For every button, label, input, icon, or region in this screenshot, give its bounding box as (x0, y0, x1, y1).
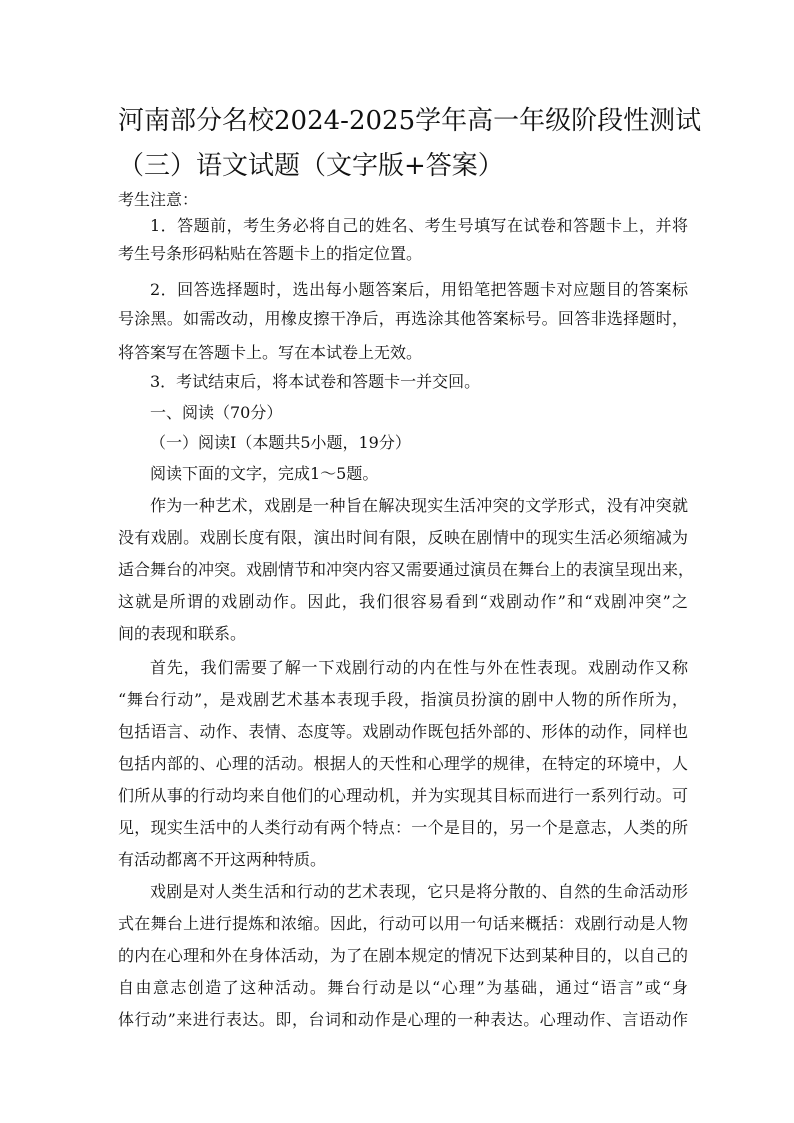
notice-item-2-line-3: 将答案写在答题卡上。写在本试卷上无效。 (118, 343, 423, 362)
notice-heading: 考生注意： (118, 190, 199, 209)
passage-line: 包括内部的、心理的活动。根据人的天性和心理学的规律，在特定的环境中，人 (118, 754, 688, 773)
passage-line: “舞台行动”，是戏剧艺术基本表现手段，指演员扮演的剧中人物的所作所为， (118, 690, 688, 709)
passage-line: 的内在心理和外在身体活动，为了在剧本规定的情况下达到某种目的，以自己的 (118, 946, 688, 965)
notice-item-2-line-2: 号涂黑。如需改动，用橡皮擦干净后，再选涂其他答案标号。回答非选择题时， (118, 309, 688, 328)
passage-line: 适合舞台的冲突。戏剧情节和冲突内容又需要通过演员在舞台上的表演呈现出来， (118, 560, 695, 579)
section-heading: 一、阅读（70分） (150, 403, 283, 422)
passage-line: 见，现实生活中的人类行动有两个特点：一个是目的，另一个是意志，人类的所 (118, 818, 688, 837)
notice-item-1-line-2: 考生号条形码粘贴在答题卡上的指定位置。 (118, 244, 423, 263)
passage-line: 这就是所谓的戏剧动作。因此，我们很容易看到“戏剧动作”和“戏剧冲突”之 (118, 592, 688, 611)
passage-line: 戏剧是对人类生活和行动的艺术表现，它只是将分散的、自然的生命活动形 (150, 882, 688, 901)
notice-item-1-line-1: 1．答题前，考生务必将自己的姓名、考生号填写在试卷和答题卡上，并将 (150, 216, 688, 235)
passage-line: 式在舞台上进行提炼和浓缩。因此，行动可以用一句话来概括：戏剧行动是人物 (118, 914, 688, 933)
document-title-line-2: （三）语文试题（文字版+答案） (118, 151, 504, 181)
section-sub-heading: （一）阅读Ⅰ（本题共5小题，19分） (150, 433, 411, 452)
passage-line: 包括语言、动作、表情、态度等。戏剧动作既包括外部的、形体的动作，同样也 (118, 722, 688, 741)
passage-line: 体行动”来进行表达。即，台词和动作是心理的一种表达。心理动作、言语动作 (118, 1010, 688, 1029)
passage-line: 没有戏剧。戏剧长度有限，演出时间有限，反映在剧情中的现实生活必须缩减为 (118, 528, 688, 547)
notice-item-2-line-1: 2．回答选择题时，选出每小题答案后，用铅笔把答题卡对应题目的答案标 (150, 280, 688, 299)
passage-line: 作为一种艺术，戏剧是一种旨在解决现实生活冲突的文学形式，没有冲突就 (150, 496, 688, 515)
passage-line: 们所从事的行动均来自他们的心理动机，并为实现其目标而进行一系列行动。可 (118, 786, 688, 805)
passage-line: 有活动都离不开这两种特质。 (118, 850, 327, 869)
document-title-line-1: 河南部分名校2024-2025学年高一年级阶段性测试 (118, 106, 702, 136)
notice-item-3: 3．考试结束后，将本试卷和答题卡一并交回。 (150, 372, 481, 391)
passage-line: 自由意志创造了这种活动。舞台行动是以“心理”为基础，通过“语言”或“身 (118, 978, 688, 997)
passage-line: 首先，我们需要了解一下戏剧行动的内在性与外在性表现。戏剧动作又称 (150, 658, 688, 677)
section-instruction: 阅读下面的文字，完成1～5题。 (150, 464, 379, 483)
passage-line: 间的表现和联系。 (118, 624, 247, 643)
